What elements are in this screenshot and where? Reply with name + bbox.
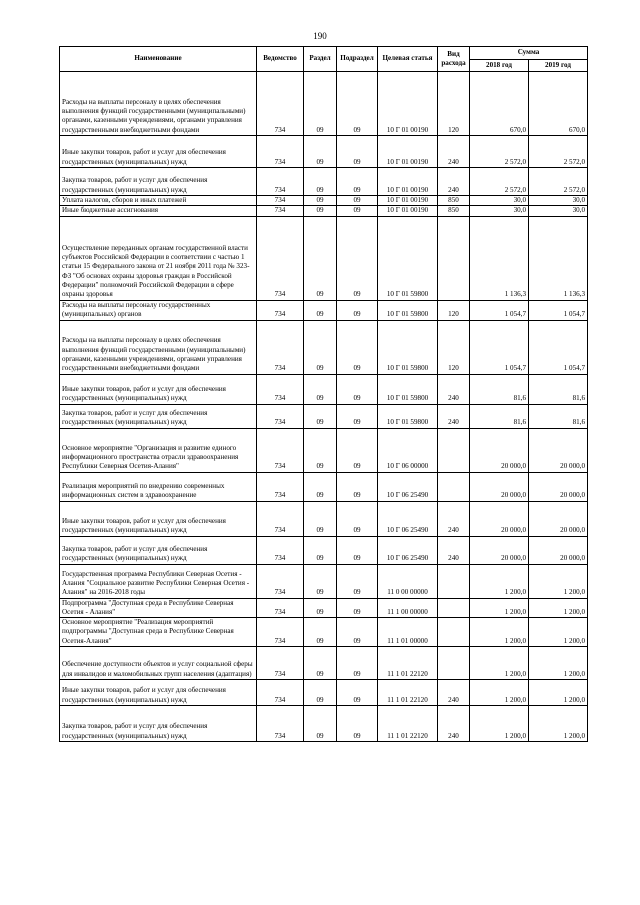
row-expense: [438, 216, 470, 300]
table-row: [60, 428, 588, 472]
row-subsection: 09: [337, 216, 378, 300]
row-section: 09: [304, 536, 337, 564]
table-row: [60, 136, 588, 168]
table-row: [60, 320, 588, 374]
row-sum-2018: 1 136,3: [470, 216, 529, 300]
table-header: [60, 47, 588, 72]
row-subsection: 09: [337, 680, 378, 706]
row-section: 09: [304, 404, 337, 428]
row-expense: [438, 472, 470, 501]
row-section: 09: [304, 598, 337, 618]
row-name: Подпрограмма "Доступная среда в Республике Северная Осетия - Алания": [60, 598, 257, 618]
row-sum-2018: 81,6: [470, 374, 529, 404]
row-target: 10 Г 01 59800: [378, 300, 438, 320]
row-target: 10 Г 01 00190: [378, 196, 438, 206]
row-subsection: 09: [337, 501, 378, 536]
table-row: [60, 72, 588, 136]
row-sum-2019: 2 572,0: [529, 168, 588, 196]
row-section: 09: [304, 300, 337, 320]
row-target: 10 Г 06 25490: [378, 536, 438, 564]
row-subsection: 09: [337, 472, 378, 501]
row-subsection: 09: [337, 300, 378, 320]
row-expense: [438, 564, 470, 598]
row-sum-2018: 1 200,0: [470, 680, 529, 706]
row-target: 10 Г 01 00190: [378, 136, 438, 168]
row-expense: 240: [438, 536, 470, 564]
row-target: 11 0 00 00000: [378, 564, 438, 598]
row-name: Иные закупки товаров, работ и услуг для обеспечения государственных (муниципальных) нужд: [60, 680, 257, 706]
row-section: 09: [304, 374, 337, 404]
row-expense: 850: [438, 206, 470, 216]
table-row: [60, 680, 588, 706]
row-section: 09: [304, 72, 337, 136]
row-sum-2018: 1 200,0: [470, 618, 529, 647]
row-expense: 240: [438, 501, 470, 536]
row-subsection: 09: [337, 206, 378, 216]
row-section: 09: [304, 216, 337, 300]
row-subsection: 09: [337, 618, 378, 647]
row-sum-2019: 1 200,0: [529, 598, 588, 618]
row-expense: 240: [438, 706, 470, 742]
row-dept: 734: [257, 72, 304, 136]
row-section: 09: [304, 206, 337, 216]
row-expense: [438, 428, 470, 472]
row-name: Расходы на выплаты персоналу государственных (муниципальных) органов: [60, 300, 257, 320]
table-row: [60, 374, 588, 404]
row-subsection: 09: [337, 168, 378, 196]
row-sum-2018: 2 572,0: [470, 136, 529, 168]
row-sum-2019: 20 000,0: [529, 428, 588, 472]
table-row: [60, 206, 588, 216]
table-row: [60, 564, 588, 598]
row-target: 10 Г 01 00190: [378, 168, 438, 196]
row-expense: [438, 618, 470, 647]
row-sum-2019: 81,6: [529, 374, 588, 404]
row-sum-2019: 1 200,0: [529, 706, 588, 742]
row-dept: 734: [257, 374, 304, 404]
row-target: 10 Г 01 59800: [378, 404, 438, 428]
row-expense: 240: [438, 404, 470, 428]
row-section: 09: [304, 618, 337, 647]
row-sum-2019: 20 000,0: [529, 536, 588, 564]
table-row: [60, 706, 588, 742]
row-name: Обеспечение доступности объектов и услуг социальной сферы для инвалидов и маломобильных групп населения (адаптация): [60, 647, 257, 680]
row-section: 09: [304, 428, 337, 472]
row-expense: 850: [438, 196, 470, 206]
header-dept: Ведомство: [257, 47, 304, 72]
header-name: Наименование: [60, 47, 257, 72]
row-target: 11 1 01 00000: [378, 618, 438, 647]
header-section: Раздел: [304, 47, 337, 72]
row-sum-2019: 1 054,7: [529, 320, 588, 374]
row-section: 09: [304, 706, 337, 742]
row-sum-2018: 1 200,0: [470, 647, 529, 680]
row-target: 10 Г 01 00190: [378, 72, 438, 136]
row-sum-2019: 1 200,0: [529, 680, 588, 706]
header-expense: Вид расхода: [438, 47, 470, 72]
row-target: 11 1 01 22120: [378, 706, 438, 742]
row-name: Иные закупки товаров, работ и услуг для обеспечения государственных (муниципальных) нужд: [60, 501, 257, 536]
row-dept: 734: [257, 706, 304, 742]
row-sum-2018: 30,0: [470, 196, 529, 206]
row-sum-2018: 1 054,7: [470, 300, 529, 320]
table-row: [60, 216, 588, 300]
row-expense: [438, 647, 470, 680]
row-sum-2018: 670,0: [470, 72, 529, 136]
row-name: Осуществление переданных органам государственной власти субъектов Российской Федерации в соответствии с частью 1 статьи 15 Федерального закона от 21 ноября 2011 года № 323-ФЗ "Об основах охраны здоровья граждан в Российской Федерации" полномочий Российской Федерации в сфере охраны здоровья: [60, 216, 257, 300]
row-target: 10 Г 06 25490: [378, 472, 438, 501]
row-expense: 240: [438, 168, 470, 196]
row-sum-2019: 2 572,0: [529, 136, 588, 168]
row-sum-2018: 81,6: [470, 404, 529, 428]
row-dept: 734: [257, 404, 304, 428]
row-dept: 734: [257, 168, 304, 196]
table-row: [60, 618, 588, 647]
row-sum-2019: 30,0: [529, 196, 588, 206]
row-sum-2018: 1 200,0: [470, 598, 529, 618]
row-dept: 734: [257, 196, 304, 206]
row-target: 10 Г 01 59800: [378, 216, 438, 300]
row-target: 10 Г 01 00190: [378, 206, 438, 216]
row-subsection: 09: [337, 404, 378, 428]
row-subsection: 09: [337, 598, 378, 618]
row-expense: 240: [438, 374, 470, 404]
row-subsection: 09: [337, 706, 378, 742]
row-sum-2019: 81,6: [529, 404, 588, 428]
table-row: [60, 647, 588, 680]
row-subsection: 09: [337, 196, 378, 206]
table-row: [60, 472, 588, 501]
row-section: 09: [304, 472, 337, 501]
row-sum-2018: 1 054,7: [470, 320, 529, 374]
row-section: 09: [304, 168, 337, 196]
row-section: 09: [304, 136, 337, 168]
row-dept: 734: [257, 428, 304, 472]
row-sum-2018: 30,0: [470, 206, 529, 216]
row-subsection: 09: [337, 72, 378, 136]
row-name: Иные закупки товаров, работ и услуг для обеспечения государственных (муниципальных) нужд: [60, 136, 257, 168]
row-sum-2019: 1 136,3: [529, 216, 588, 300]
row-sum-2019: 1 200,0: [529, 618, 588, 647]
row-target: 11 1 01 22120: [378, 680, 438, 706]
row-sum-2018: 1 200,0: [470, 564, 529, 598]
row-dept: 734: [257, 472, 304, 501]
row-sum-2019: 1 054,7: [529, 300, 588, 320]
row-dept: 734: [257, 216, 304, 300]
row-sum-2019: 670,0: [529, 72, 588, 136]
row-section: 09: [304, 647, 337, 680]
row-sum-2019: 20 000,0: [529, 472, 588, 501]
row-sum-2018: 2 572,0: [470, 168, 529, 196]
row-expense: 120: [438, 72, 470, 136]
row-subsection: 09: [337, 428, 378, 472]
table-row: [60, 404, 588, 428]
row-target: 10 Г 01 59800: [378, 320, 438, 374]
row-dept: 734: [257, 598, 304, 618]
row-subsection: 09: [337, 647, 378, 680]
row-section: 09: [304, 564, 337, 598]
row-dept: 734: [257, 618, 304, 647]
page-number: 190: [313, 31, 327, 41]
row-subsection: 09: [337, 536, 378, 564]
table-row: [60, 598, 588, 618]
row-target: 11 1 01 22120: [378, 647, 438, 680]
row-target: 11 1 00 00000: [378, 598, 438, 618]
row-name: Основное мероприятие "Организация и развитие единого информационного пространства отрасли здравоохранения Республики Северная Осетия-Алания": [60, 428, 257, 472]
row-subsection: 09: [337, 564, 378, 598]
row-dept: 734: [257, 564, 304, 598]
row-name: Закупка товаров, работ и услуг для обеспечения государственных (муниципальных) нужд: [60, 404, 257, 428]
row-sum-2019: 1 200,0: [529, 564, 588, 598]
row-dept: 734: [257, 647, 304, 680]
row-sum-2018: 20 000,0: [470, 428, 529, 472]
row-dept: 734: [257, 136, 304, 168]
row-dept: 734: [257, 300, 304, 320]
header-subsection: Подраздел: [337, 47, 378, 72]
row-expense: 120: [438, 300, 470, 320]
row-section: 09: [304, 501, 337, 536]
row-dept: 734: [257, 206, 304, 216]
row-expense: [438, 598, 470, 618]
row-target: 10 Г 06 00000: [378, 428, 438, 472]
row-sum-2019: 1 200,0: [529, 647, 588, 680]
row-name: Закупка товаров, работ и услуг для обеспечения государственных (муниципальных) нужд: [60, 168, 257, 196]
row-name: Закупка товаров, работ и услуг для обеспечения государственных (муниципальных) нужд: [60, 706, 257, 742]
table-row: [60, 196, 588, 206]
table-row: [60, 501, 588, 536]
row-sum-2018: 20 000,0: [470, 501, 529, 536]
row-sum-2019: 20 000,0: [529, 501, 588, 536]
row-sum-2018: 20 000,0: [470, 472, 529, 501]
row-sum-2018: 20 000,0: [470, 536, 529, 564]
row-subsection: 09: [337, 374, 378, 404]
row-target: 10 Г 01 59800: [378, 374, 438, 404]
row-name: Расходы на выплаты персоналу в целях обеспечения выполнения функций государственными (муниципальными) органами, казенными учреждениями, органами управления государственными внебюджетными фондами: [60, 320, 257, 374]
row-dept: 734: [257, 501, 304, 536]
row-name: Расходы на выплаты персоналу в целях обеспечения выполнения функций государственными (муниципальными) органами, казенными учреждениями, органами управления государственными внебюджетными фондами: [60, 72, 257, 136]
row-sum-2019: 30,0: [529, 206, 588, 216]
row-name: Реализация мероприятий по внедрению современных информационных систем в здравоохранение: [60, 472, 257, 501]
row-name: Основное мероприятие "Реализация мероприятий подпрограммы "Доступная среда в Республике Северная Осетия-Алания": [60, 618, 257, 647]
row-section: 09: [304, 196, 337, 206]
header-2018: 2018 год: [470, 60, 529, 72]
table-row: [60, 536, 588, 564]
header-target: Целевая статья: [378, 47, 438, 72]
row-name: Уплата налогов, сборов и иных платежей: [60, 196, 257, 206]
budget-table: [59, 46, 588, 742]
header-2019: 2019 год: [529, 60, 588, 72]
row-dept: 734: [257, 320, 304, 374]
table-row: [60, 168, 588, 196]
row-dept: 734: [257, 536, 304, 564]
row-expense: 240: [438, 680, 470, 706]
row-name: Иные бюджетные ассигнования: [60, 206, 257, 216]
row-section: 09: [304, 320, 337, 374]
row-name: Закупка товаров, работ и услуг для обеспечения государственных (муниципальных) нужд: [60, 536, 257, 564]
table-body: [60, 72, 588, 742]
row-section: 09: [304, 680, 337, 706]
row-expense: 240: [438, 136, 470, 168]
row-name: Иные закупки товаров, работ и услуг для обеспечения государственных (муниципальных) нужд: [60, 374, 257, 404]
row-sum-2018: 1 200,0: [470, 706, 529, 742]
header-sum: Сумма: [470, 47, 588, 60]
row-subsection: 09: [337, 136, 378, 168]
row-dept: 734: [257, 680, 304, 706]
table-row: [60, 300, 588, 320]
row-subsection: 09: [337, 320, 378, 374]
row-name: Государственная программа Республики Северная Осетия - Алания "Социальное развитие Республики Северная Осетия - Алания" на 2016-2018 годы: [60, 564, 257, 598]
row-target: 10 Г 06 25490: [378, 501, 438, 536]
row-expense: 120: [438, 320, 470, 374]
